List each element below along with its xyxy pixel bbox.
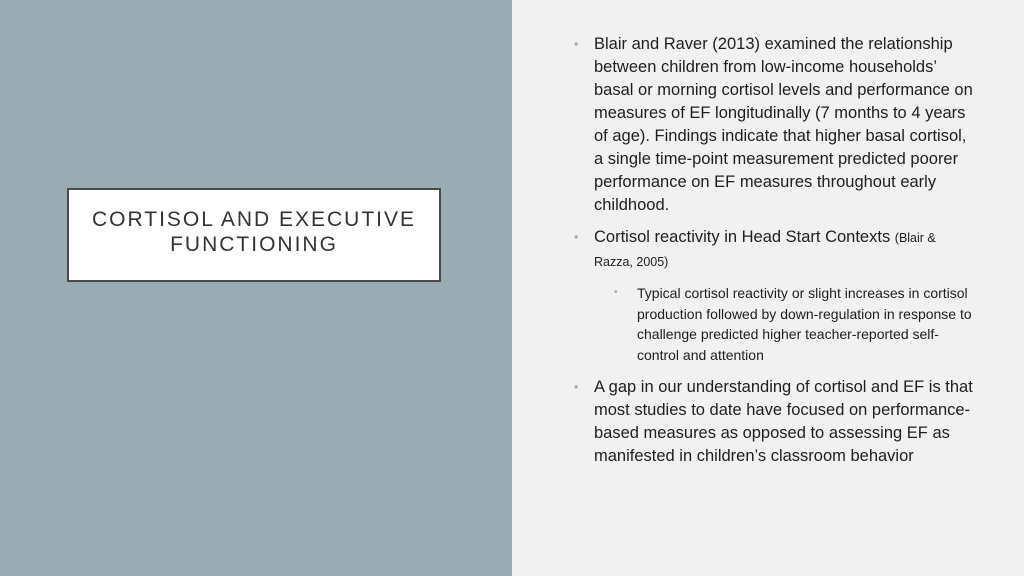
citation: (Blair & Razza, 2005): [594, 231, 936, 269]
bullet-item-3: [574, 376, 974, 468]
bullet-list: [574, 33, 974, 477]
sub-bullet-dot-icon: •: [614, 287, 618, 298]
title-box: [67, 188, 441, 282]
sub-bullet-text: Typical cortisol reactivity or slight increases in cortisol production followed by down-regulation in response to challenge predicted higher teacher-reported self-control and attention: [637, 285, 972, 363]
bullet-dot-icon: •: [574, 230, 579, 244]
bullet-item-1: [574, 33, 974, 217]
bullet-text: Blair and Raver (2013) examined the relationship between children from low-income households’ basal or morning cortisol levels and performance on measures of EF longitudinally (7 months to 4 years of age). Findings indicate that higher basal cortisol, a single time-point measurement predicted poorer performance on EF measures throughout early childhood.: [594, 35, 973, 214]
title-line-1: CORTISOL AND EXECUTIVE: [91, 208, 417, 231]
bullet-text: A gap in our understanding of cortisol and EF is that most studies to date have focused on performance-based measures as opposed to assessing EF as manifested in children’s classroom behavior: [594, 378, 973, 465]
bullet-dot-icon: •: [574, 37, 579, 51]
title-line-2: FUNCTIONING: [170, 233, 338, 256]
bullet-text: Cortisol reactivity in Head Start Contexts: [594, 228, 895, 246]
bullet-item-2: [574, 226, 974, 274]
bullet-dot-icon: •: [574, 380, 579, 394]
sub-bullet-item: [574, 283, 974, 365]
slide-title: [74, 207, 434, 257]
